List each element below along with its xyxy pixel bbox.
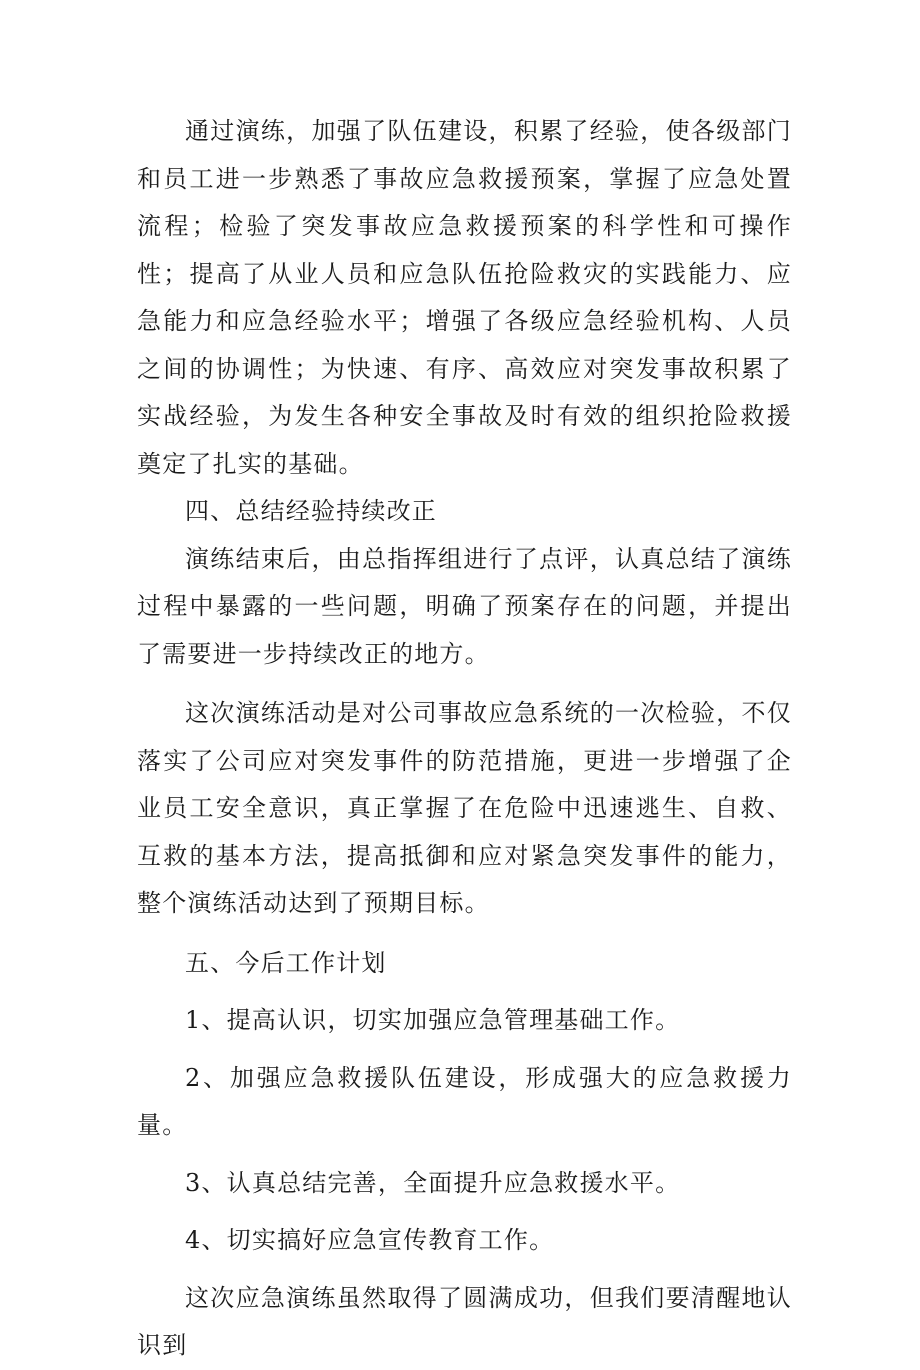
paragraph-review: 演练结束后，由总指挥组进行了点评，认真总结了演练过程中暴露的一些问题，明确了预案存在的问题，并提出了需要进一步持续改正的地方。: [137, 544, 792, 668]
section-heading-summary: 四、总结经验持续改正: [185, 497, 437, 525]
paragraph-evaluation: 这次演练活动是对公司事故应急系统的一次检验，不仅落实了公司应对突发事件的防范措施，更进一步增强了企业员工安全意识，真正掌握了在危险中迅速逃生、自救、互救的基本方法，提高抵御和应对紧急突发事件的能力，整个演练活动达到了预期目标。: [137, 699, 792, 917]
list-item-plan-1: 1、提高认识，切实加强应急管理基础工作。: [185, 1006, 681, 1034]
section-heading-plan: 五、今后工作计划: [185, 948, 387, 977]
paragraph-drill-results: 通过演练，加强了队伍建设，积累了经验，使各级部门和员工进一步熟悉了事故应急救援预案，掌握了应急处置流程；检验了突发事故应急救援预案的科学性和可操作性；提高了从业人员和应急队伍抢险救灾的实践能力、应急能力和应急经验水平；增强了各级应急经验机构、人员之间的协调性；为快速、有序、高效应对突发事故积累了实战经验，为发生各种安全事故及时有效的组织抢险救援奠定了扎实的基础。: [137, 117, 792, 478]
document-body: [137, 108, 792, 1370]
list-item-plan-2: 2、加强应急救援队伍建设，形成强大的应急救援力量。: [137, 1063, 792, 1139]
paragraph-conclusion: 这次应急演练虽然取得了圆满成功，但我们要清醒地认识到: [137, 1283, 792, 1359]
list-item-plan-3: 3、认真总结完善，全面提升应急救援水平。: [185, 1168, 681, 1197]
list-item-plan-4: 4、切实搞好应急宣传教育工作。: [185, 1226, 555, 1254]
